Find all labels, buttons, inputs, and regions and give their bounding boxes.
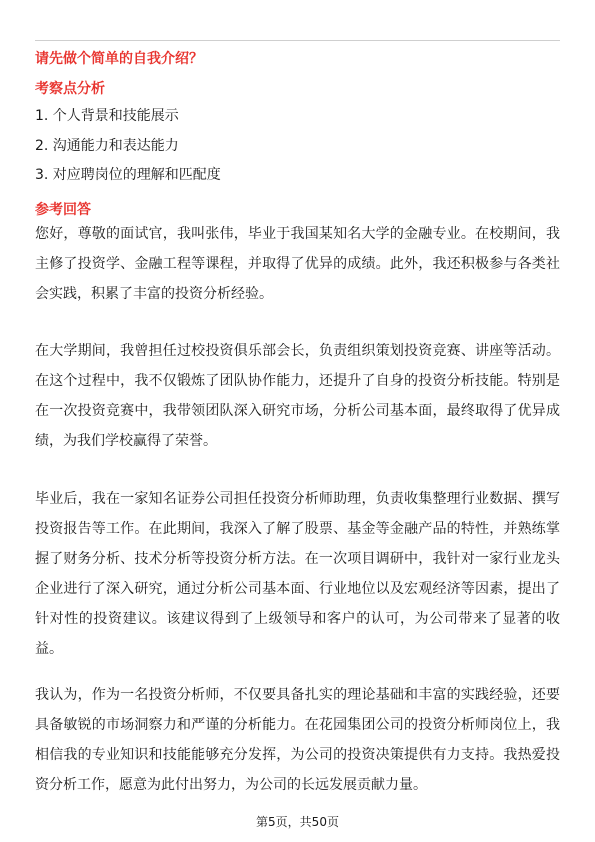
analysis-heading: 考察点分析 — [35, 81, 105, 97]
answer-heading: 参考回答 — [35, 202, 91, 218]
page-number: 第5页，共50页 — [256, 815, 339, 829]
analysis-points-list — [35, 105, 221, 194]
answer-paragraph: 在大学期间，我曾担任过校投资俱乐部会长，负责组织策划投资竞赛、讲座等活动。在这个过程中，我不仅锻炼了团队协作能力，还提升了自身的投资分析技能。特别是在一次投资竞赛中，我带领团队深入研究市场，分析公司基本面，最终取得了优异成绩，为我们学校赢得了荣誉。 — [35, 343, 560, 449]
answer-paragraph: 毕业后，我在一家知名证券公司担任投资分析师助理，负责收集整理行业数据、撰写投资报告等工作。在此期间，我深入了解了股票、基金等金融产品的特性，并熟练掌握了财务分析、技术分析等投资分析方法。在一次项目调研中，我针对一家行业龙头企业进行了深入研究，通过分析公司基本面、行业地位以及宏观经济等因素，提出了针对性的投资建议。该建议得到了上级领导和客户的认可，为公司带来了显著的收益。 — [35, 491, 560, 657]
header-rule — [35, 40, 560, 41]
analysis-point: 1. 个人背景和技能展示 — [35, 108, 179, 124]
question-heading: 请先做个简单的自我介绍？ — [35, 51, 203, 67]
answer-paragraph: 我认为，作为一名投资分析师，不仅要具备扎实的理论基础和丰富的实践经验，还要具备敏锐的市场洞察力和严谨的分析能力。在花园集团公司的投资分析师岗位上，我相信我的专业知识和技能能够充分发挥，为公司的投资决策提供有力支持。我热爱投资分析工作，愿意为此付出努力，为公司的长远发展贡献力量。 — [35, 687, 560, 793]
analysis-point: 3. 对应聘岗位的理解和匹配度 — [35, 167, 221, 183]
answer-paragraph: 您好，尊敬的面试官，我叫张伟，毕业于我国某知名大学的金融专业。在校期间，我主修了投资学、金融工程等课程，并取得了优异的成绩。此外，我还积极参与各类社会实践，积累了丰富的投资分析经验。 — [35, 226, 560, 302]
analysis-point: 2. 沟通能力和表达能力 — [35, 137, 179, 154]
